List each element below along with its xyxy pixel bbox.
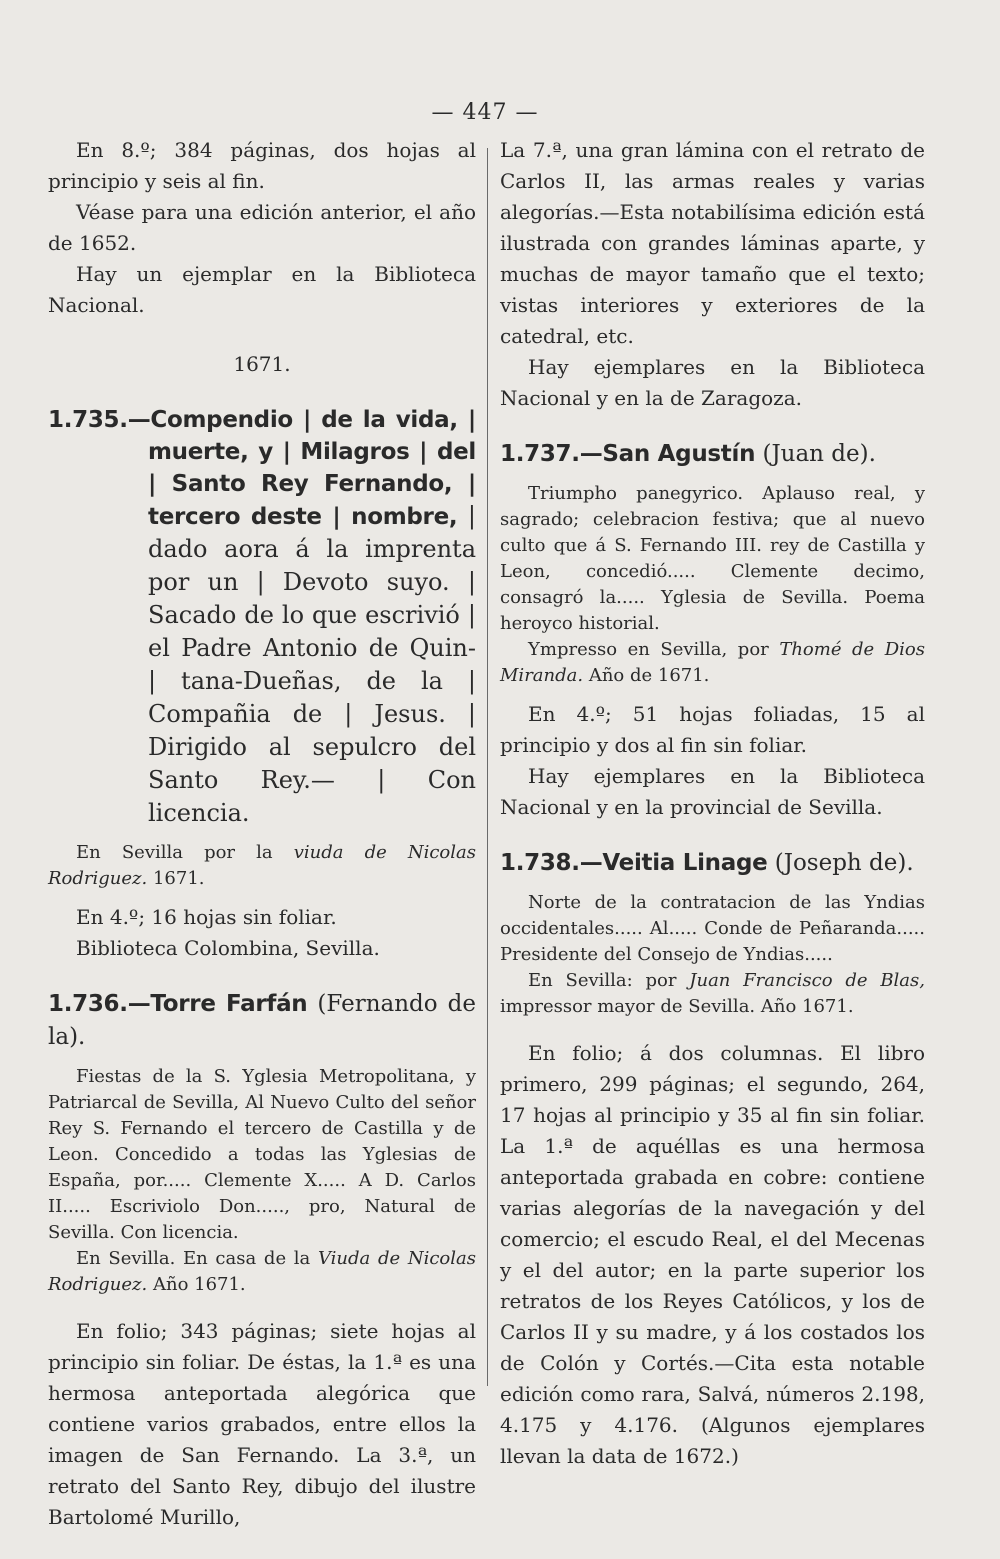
- entry-1737-number: 1.737.: [500, 441, 580, 467]
- entry-1738-author-rest: (Joseph de).: [767, 850, 914, 876]
- entry-1736-author: —Torre Farfán: [127, 991, 308, 1017]
- entry-1737-author-rest: (Juan de).: [755, 441, 876, 467]
- entry-1738-author: —Veitia Linage: [579, 850, 768, 876]
- entry-1735-title-rest: | dado aora á la imprenta por un | Devoto suyo. | Sacado de lo que escrivió | el Padre Antonio de Quin- | tana-Dueñas, de la | Compañia de | Jesus. | Dirigido al sepulcro del Santo Rey.— | Con licencia.: [148, 502, 476, 827]
- entry-1736-title-text: Fiestas de la S. Yglesia Metropolitana, y Patriarcal de Sevilla, Al Nuevo Culto del señor Rey S. Fernando el tercero de Castilla y de Leon. Concedido a todas las Yglesias de España, por..... Clemente X..... A D. Carlos II..... Escriviolo Don....., pro, Natural de Sevilla. Con licencia.: [48, 1066, 476, 1243]
- entry-1735-number: 1.735.: [48, 407, 128, 433]
- entry-1735-title: [48, 404, 476, 830]
- entry-1736-author-rest: (Fernando de la).: [48, 991, 476, 1050]
- paragraph-copies: Hay ejemplares en la Biblioteca Nacional y en la de Zaragoza.: [500, 355, 925, 410]
- entry-1735-description: En 4.º; 16 hojas sin foliar.: [76, 905, 337, 929]
- paragraph-copy-location: Hay un ejemplar en la Biblioteca Nacional.: [48, 262, 476, 317]
- page-number: — 447 —: [431, 100, 539, 125]
- entry-1738-description: En folio; á dos columnas. El libro primero, 299 páginas; el segundo, 264, 17 hojas al principio y 35 al fin sin foliar. La 1.ª de aquéllas es una hermosa anteportada grabada en cobre: contiene varias alegorías de la navegación y del comercio; el escudo Real, el del Mecenas y el del autor; en la parte superior los retratos de los Reyes Católicos, y los de Carlos II y su madre, y á los costados los de Colón y Cortés.—Cita esta notable edición como rara, Salvá, números 2.198, 4.175 y 4.176. (Algunos ejemplares llevan la data de 1672.): [500, 1041, 925, 1468]
- entry-1736-imprint: En Sevilla. En casa de la Viuda de Nicolas Rodriguez. Año 1671.: [48, 1248, 476, 1295]
- entry-1737-heading: [500, 438, 925, 471]
- entry-1736-heading: [48, 988, 476, 1054]
- entry-1737-title-text: Triumpho panegyrico. Aplauso real, y sagrado; celebracion festiva; que al nuevo culto que á S. Fernando III. rey de Castilla y Leon, concedió..... Clemente decimo, consagró la..... Yglesia de Sevilla. Poema heroyco historial.: [500, 483, 925, 634]
- entry-1735-title-bold: —Compendio | de la vida, | muerte, y | Milagros | del | Santo Rey Fernando, | tercero deste | nombre,: [127, 407, 476, 530]
- left-column: [48, 135, 476, 1533]
- year-heading: 1671.: [233, 352, 291, 376]
- entry-1736-description: En folio; 343 páginas; siete hojas al principio sin foliar. De éstas, la 1.ª es una hermosa anteportada alegórica que contiene varios grabados, entre ellos la imagen de San Fernando. La 3.ª, un retrato del Santo Rey, dibujo del ilustre Bartolomé Murillo,: [48, 1319, 476, 1529]
- entry-1736-number: 1.736.: [48, 991, 128, 1017]
- entry-1737-location: Hay ejemplares en la Biblioteca Nacional y en la provincial de Sevilla.: [500, 764, 925, 819]
- entry-1737-author: —San Agustín: [579, 441, 756, 467]
- entry-1738-number: 1.738.: [500, 850, 580, 876]
- column-divider: [487, 148, 488, 1386]
- entry-1738-title-text: Norte de la contratacion de las Yndias occidentales..... Al..... Conde de Peñaranda..... Presidente del Consejo de Yndias.....: [500, 892, 925, 965]
- paragraph-plates: La 7.ª, una gran lámina con el retrato de Carlos II, las armas reales y varias alegorías.—Esta notabilísima edición está ilustrada con grandes láminas aparte, y muchas de mayor tamaño que el texto; vistas interiores y exteriores de la catedral, etc.: [500, 138, 925, 348]
- entry-1735-imprint: En Sevilla por la viuda de Nicolas Rodriguez. 1671.: [48, 842, 476, 889]
- entry-1735-location: Biblioteca Colombina, Sevilla.: [76, 936, 380, 960]
- entry-1738-imprint: En Sevilla: por Juan Francisco de Blas, impressor mayor de Sevilla. Año 1671.: [500, 970, 925, 1017]
- entry-1737-imprint: Ympresso en Sevilla, por Thomé de Dios Miranda. Año de 1671.: [500, 639, 925, 686]
- paragraph-previous-edition: Véase para una edición anterior, el año de 1652.: [48, 200, 476, 255]
- entry-1738-heading: [500, 847, 925, 880]
- paragraph-format: En 8.º; 384 páginas, dos hojas al principio y seis al fin.: [48, 138, 476, 193]
- entry-1737-description: En 4.º; 51 hojas foliadas, 15 al principio y dos al fin sin foliar.: [500, 702, 925, 757]
- right-column: [500, 135, 925, 1472]
